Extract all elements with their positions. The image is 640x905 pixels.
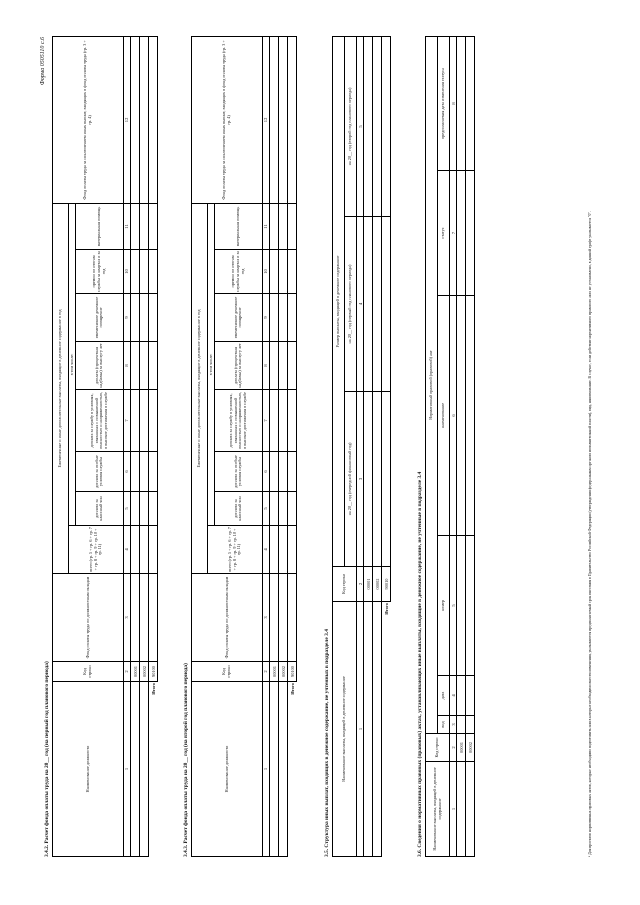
total-code: 90010 [382,567,391,602]
form-number: Форма 0505110 с.6 [40,37,46,86]
cell-input[interactable] [288,36,297,203]
cell-input[interactable] [149,203,158,249]
row-code: 00002 [279,662,288,682]
cell-input[interactable] [149,36,158,203]
header-incl: в том числе: [69,203,76,525]
colnum: 3 [123,574,130,662]
section-343-title: 3.4.3. Расчет фонда оплаты труда на 20__ год (на второй год планового периода) [183,663,189,857]
colnum: 11 [262,203,269,249]
header-total: всего (гр. 5 + гр. 6 + гр. 7 + гр. 8 + гр. 9 + гр. 10 + гр. 11) [208,526,263,574]
cell-input[interactable] [270,294,279,342]
cell-input[interactable] [382,392,391,567]
cell-input[interactable] [466,171,475,296]
cell-input[interactable] [140,36,149,203]
cell-input[interactable] [131,526,140,574]
cell-input[interactable] [288,294,297,342]
total-code: 90100 [149,662,158,682]
form-page [40,37,615,857]
cell-input[interactable] [364,392,373,567]
cell-input[interactable] [466,536,475,676]
header-col5: доплата за классный чин [75,492,123,526]
cell-input[interactable] [140,250,149,294]
cell-input[interactable] [288,250,297,294]
row-code: 00002 [466,734,475,762]
cell-input[interactable] [457,171,466,296]
table-row [466,36,475,856]
cell-input[interactable] [131,682,140,857]
colnum: 12 [123,36,130,203]
cell-input[interactable] [131,574,140,662]
cell-input[interactable] [149,342,158,390]
cell-input[interactable] [270,452,279,492]
colnum: 5 [450,536,457,676]
cell-input[interactable] [288,574,297,662]
header-monthly: Ежемесячные и иные дополнительные выплаты, входящие в денежное содержание в год [192,203,208,573]
section-35-title: 3.5. Структура иных выплат, входящих в денежное содержание, не учтенных в подразделе 3.4 [324,629,330,857]
cell-input[interactable] [382,36,391,216]
cell-input[interactable] [279,682,288,857]
header-date: дата [438,676,450,716]
header-col8: доплата (процентная надбавка) за выслугу лет [214,342,262,390]
colnum: 4 [262,526,269,574]
header-payment-name: Наименование выплаты, входящей в денежное содержание [426,762,450,857]
colnum: 2 [123,662,130,682]
cell-input[interactable] [373,602,382,857]
header-year2: на 20__ год (первый год планового периода) [345,217,357,392]
cell-input[interactable] [457,716,466,734]
cell-input[interactable] [279,574,288,662]
cell-input[interactable] [457,536,466,676]
cell-input[interactable] [270,492,279,526]
header-col12: Фонд оплаты труда за исключением иных выплат, входящих в фонд оплаты труда (гр. 3 + гр. 4) [192,36,263,203]
header-code: Код строки [53,662,124,682]
cell-input[interactable] [149,294,158,342]
cell-input[interactable] [270,342,279,390]
cell-input[interactable] [149,526,158,574]
header-col7: доплата за службу в условиях, связанных с повышенной опасностью и напряженностью, в высокое достижения в службе [214,390,262,452]
cell-input[interactable] [288,342,297,390]
header-col8: доплата (процентная надбавка) за выслугу лет [75,342,123,390]
header-col6: доплата за особые условия службы [214,452,262,492]
header-act: Нормативный правовой (правовой) акт [426,36,438,733]
table-342 [52,36,158,857]
cell-input[interactable] [140,342,149,390]
cell-input[interactable] [288,390,297,452]
header-payment-name: Наименование выплаты, входящей в денежное содержание [333,602,357,857]
header-fund: Фонд оплаты труда по должностным окладам [192,574,263,662]
header-status: статус [438,171,450,296]
colnum: 10 [262,250,269,294]
header-code: Код строки [426,734,450,762]
cell-input[interactable] [270,526,279,574]
cell-input[interactable] [279,390,288,452]
colnum: 12 [262,36,269,203]
header-number: номер [438,536,450,676]
colnum: 9 [262,294,269,342]
cell-input[interactable] [373,392,382,567]
cell-input[interactable] [140,452,149,492]
header-col9: ежемесячное денежное поощрение [214,294,262,342]
cell-input[interactable] [288,492,297,526]
total-row [149,36,158,856]
colnum: 3 [262,574,269,662]
header-position: Наименование должности [53,682,124,857]
cell-input[interactable] [270,250,279,294]
cell-input[interactable] [279,342,288,390]
colnum: 5 [123,492,130,526]
colnum: 2 [450,734,457,762]
header-code: Код строки [192,662,263,682]
cell-input[interactable] [149,492,158,526]
header-fund: Фонд оплаты труда по должностным окладам [53,574,124,662]
cell-input[interactable] [279,203,288,249]
cell-input[interactable] [131,390,140,452]
row-code: 00001 [457,734,466,762]
colnum: 8 [123,342,130,390]
row-code: 00002 [373,567,382,602]
header-code: Код строки [333,567,357,602]
cell-input[interactable] [140,294,149,342]
total-label: Итого [289,683,295,695]
table-35 [332,36,391,857]
cell-input[interactable] [457,676,466,716]
total-row [288,36,297,856]
header-col6: доплата за особые условия службы [75,452,123,492]
colnum: 7 [450,171,457,296]
cell-input[interactable] [364,602,373,857]
header-total: всего (гр. 5 + гр. 6 + гр. 7 + гр. 8 + гр. 9 + гр. 10 + гр. 11) [69,526,124,574]
total-code: 90100 [288,662,297,682]
cell-input[interactable] [140,526,149,574]
colnum: 3 [357,392,364,567]
cell-input[interactable] [131,250,140,294]
cell-input[interactable] [279,452,288,492]
cell-input[interactable] [140,574,149,662]
table-row [373,36,382,856]
table-36 [425,36,475,857]
cell-input[interactable] [288,526,297,574]
cell-input[interactable] [149,452,158,492]
colnum: 5 [262,492,269,526]
colnum: 7 [123,390,130,452]
cell-input[interactable] [279,526,288,574]
colnum: 4 [357,217,364,392]
total-label: Итого [150,683,156,695]
colnum: 4 [123,526,130,574]
row-code: 00001 [364,567,373,602]
cell-input[interactable] [373,217,382,392]
cell-input[interactable] [288,203,297,249]
colnum: 4 [450,676,457,716]
cell-input[interactable] [270,574,279,662]
cell-input[interactable] [131,452,140,492]
header-col12: Фонд оплаты труда за исключением иных выплат, входящих в фонд оплаты труда (гр. 3 + гр. 4) [53,36,124,203]
colnum: 1 [123,682,130,857]
total-label: Итого [384,603,389,615]
header-year1: на 20__ год (очередной финансовый год) [345,392,357,567]
header-col10: премии по итогам службы за квартал и за год [75,250,123,294]
cell-input[interactable] [373,36,382,216]
table-row [131,36,140,856]
colnum: 6 [450,296,457,536]
cell-input[interactable] [131,203,140,249]
header-col10: премии по итогам службы за квартал и за год [214,250,262,294]
cell-input[interactable] [149,250,158,294]
header-incl: в том числе: [208,203,215,525]
cell-input[interactable] [131,36,140,203]
total-row [382,36,391,856]
colnum: 8 [262,342,269,390]
cell-input[interactable] [149,390,158,452]
cell-input[interactable] [140,492,149,526]
header-col9: ежемесячное денежное поощрение [75,294,123,342]
cell-input[interactable] [466,36,475,170]
cell-input[interactable] [131,492,140,526]
section-342-title: 3.4.2. Расчет фонда оплаты труда на 20__ год (на первый год планового периода) [44,661,50,857]
cell-input[interactable] [466,296,475,536]
table-343 [191,36,297,857]
colnum: 6 [123,452,130,492]
cell-input[interactable] [457,296,466,536]
colnum: 1 [262,682,269,857]
table-row [279,36,288,856]
colnum: 8 [450,36,457,170]
header-position: Наименование должности [192,682,263,857]
cell-input[interactable] [466,762,475,857]
header-size: Размер выплаты, входящей в денежное содержание [333,36,345,566]
cell-input[interactable] [364,217,373,392]
cell-input[interactable] [466,716,475,734]
colnum: 1 [450,762,457,857]
table-row [140,36,149,856]
cell-input[interactable] [279,294,288,342]
cell-input[interactable] [288,452,297,492]
row-code: 00002 [140,662,149,682]
cell-input[interactable] [466,676,475,716]
cell-input[interactable] [279,250,288,294]
colnum: 1 [357,602,364,857]
cell-input[interactable] [270,36,279,203]
colnum: 11 [123,203,130,249]
colnum: 3 [450,716,457,734]
cell-input[interactable] [270,682,279,857]
row-code: 00001 [270,662,279,682]
cell-input[interactable] [279,36,288,203]
cell-input[interactable] [149,574,158,662]
colnum: 6 [262,452,269,492]
table-row [270,36,279,856]
header-col11: материальная помощь [214,203,262,249]
cell-input[interactable] [140,682,149,857]
header-monthly: Ежемесячные и иные дополнительные выплаты, входящие в денежное содержание в год [53,203,69,573]
colnum: 7 [262,390,269,452]
cell-input[interactable] [457,36,466,170]
cell-input[interactable] [131,342,140,390]
cell-input[interactable] [140,203,149,249]
colnum: 2 [262,662,269,682]
colnum: 9 [123,294,130,342]
table-row [364,36,373,856]
cell-input[interactable] [279,492,288,526]
header-col5: доплата за классный чин [214,492,262,526]
cell-input[interactable] [140,390,149,452]
footnote: ¹ Для проектов нормативных правовых актов, которые необходимо подготовить или в которые необходимо внести изменения, указываются предполагаемый срок внесения в Правительство Российской Федерации (утверждения федеральным органом исполнительной власти), вид, наименование. В случае, если действие нормативного правового акта не установлено, в данной графе указывается "0". [588,211,592,857]
header-kind: вид [438,716,450,734]
colnum: 5 [357,36,364,216]
colnum: 10 [123,250,130,294]
header-expected: предполагаемая дата изменения статуса [438,36,450,170]
cell-input[interactable] [270,203,279,249]
header-year3: на 20__ год (второй год планового периода) [345,36,357,216]
table-row [457,36,466,856]
header-title: наименование [438,296,450,536]
row-code: 00001 [131,662,140,682]
cell-input[interactable] [270,390,279,452]
cell-input[interactable] [364,36,373,216]
cell-input[interactable] [457,762,466,857]
cell-input[interactable] [382,217,391,392]
header-col7: доплата за службу в условиях, связанных с повышенной опасностью и напряженностью, в высокое достижения в службе [75,390,123,452]
cell-input[interactable] [131,294,140,342]
section-36-title: 3.6. Сведения о нормативных правовых (правовых) актах, устанавливающих иные выплаты, входящие в денежное содержание, не учтенные в подразделе 3.4 [417,471,423,857]
header-col11: материальная помощь [75,203,123,249]
colnum: 2 [357,567,364,602]
